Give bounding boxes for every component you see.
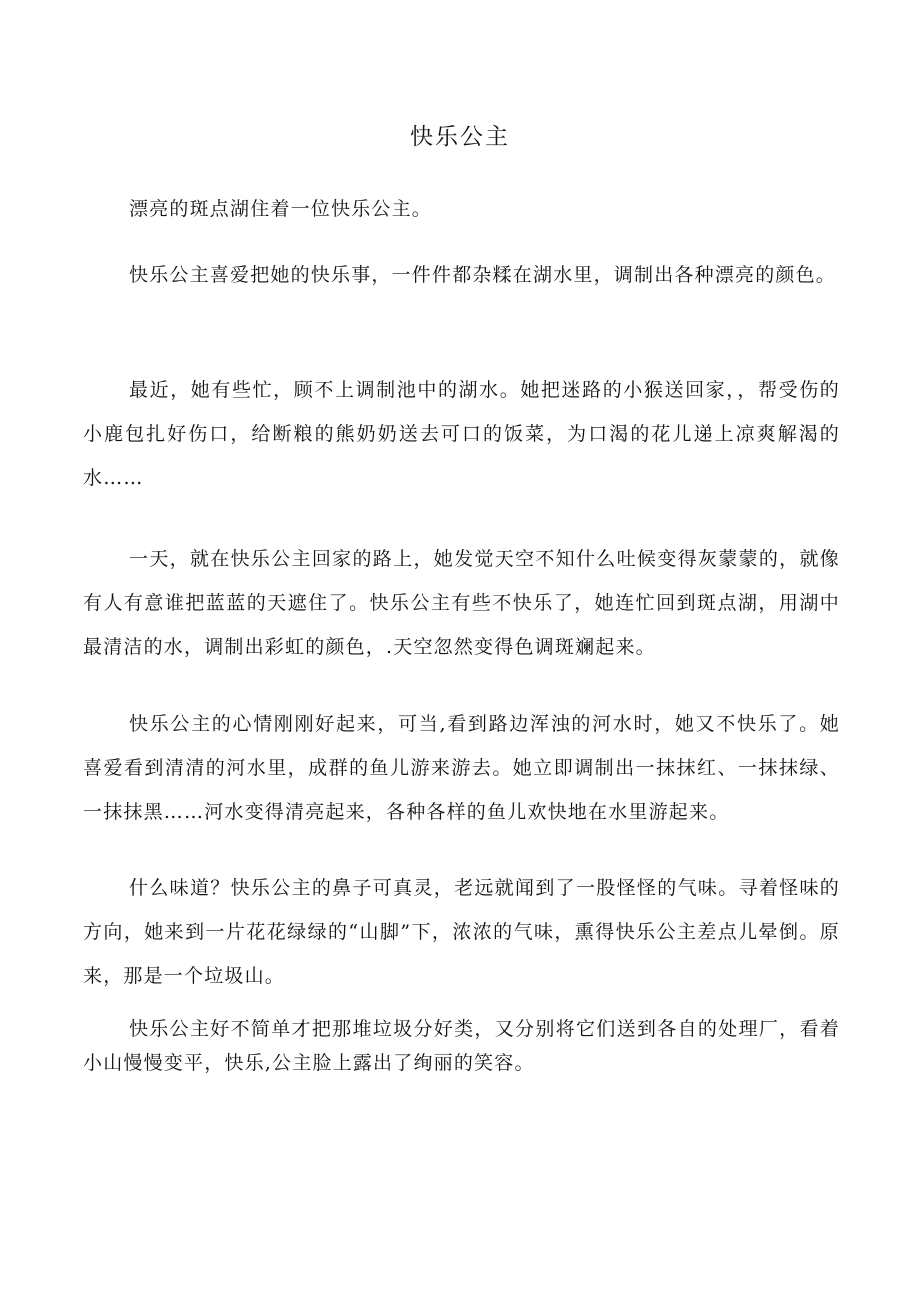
paragraph-6: 什么味道？快乐公主的鼻子可真灵，老远就闻到了一股怪怪的气味。寻着怪味的方向，她来到一片花花绿绿的“山脚”下，浓浓的气味，熏得快乐公主差点儿晕倒。原来，那是一个垃圾山。	[83, 877, 840, 987]
paragraph-3: 最近，她有些忙，顾不上调制池中的湖水。她把迷路的小猴送回家，，帮受伤的小鹿包扎好伤口，给断粮的熊奶奶送去可口的饭菜，为口渴的花儿递上凉爽解渴的水……	[83, 379, 840, 489]
paragraph-2: 快乐公主喜爱把她的快乐事，一件件都杂糅在湖水里，调制出各种漂亮的颜色。	[129, 264, 837, 286]
paragraph-7: 快乐公主好不简单才把那堆垃圾分好类，又分别将它们送到各自的处理厂，看着小山慢慢变平，快乐,公主脸上露出了绚丽的笑容。	[83, 1018, 840, 1074]
story-title: 快乐公主	[410, 124, 510, 150]
paragraph-5: 快乐公主的心情刚刚好起来，可当,看到路边浑浊的河水时，她又不快乐了。她喜爱看到清清的河水里，成群的鱼儿游来游去。她立即调制出一抹抹红、一抹抹绿、一抹抹黑……河水变得清亮起来，各种各样的鱼儿欢快地在水里游起来。	[83, 713, 840, 823]
paragraph-1: 漂亮的斑点湖住着一位快乐公主。	[129, 198, 433, 220]
paragraph-4: 一天，就在快乐公主回家的路上，她发觉天空不知什么吐候变得灰蒙蒙的，就像有人有意谁把蓝蓝的天遮住了。快乐公主有些不快乐了，她连忙回到斑点湖，用湖中最清洁的水，调制出彩虹的颜色，.天空忽然变得色调斑斓起来。	[83, 548, 840, 658]
